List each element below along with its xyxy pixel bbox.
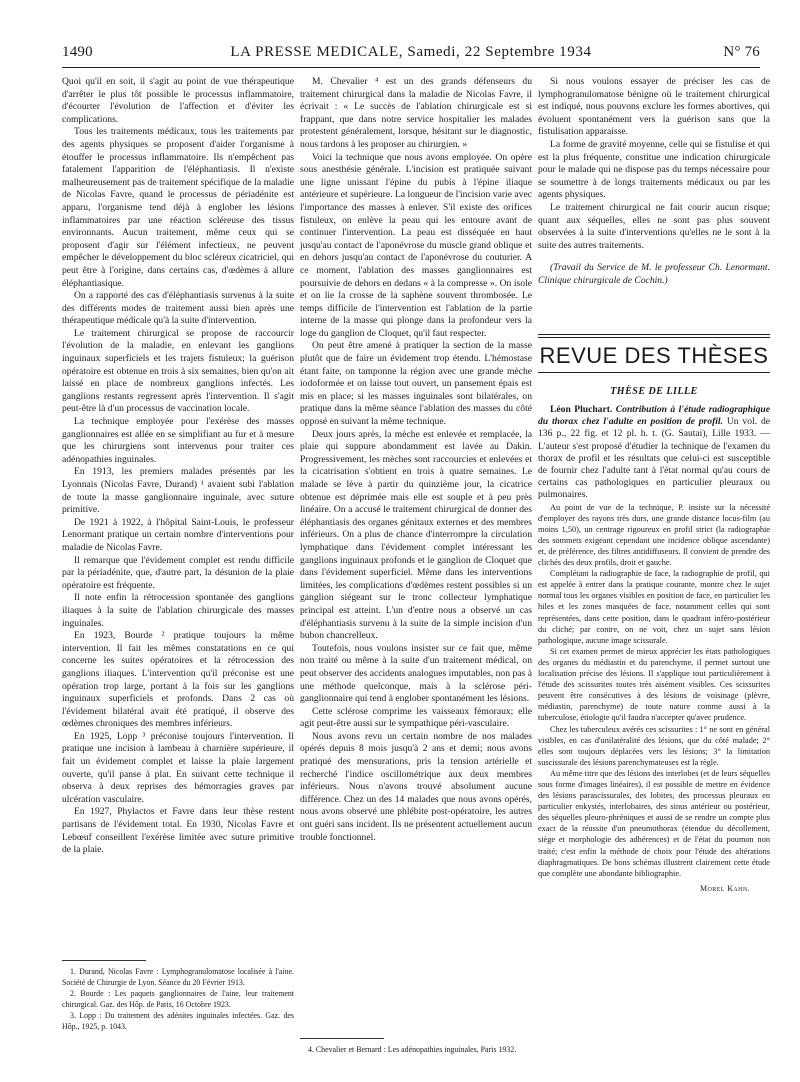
paragraph: Toutefois, nous voulons insister sur ce fait que, même non traité ou même à la suite d'un traitement médical, on peut observer des accidents analogues imputables, non pas à une méthode quelconque, mais à la sclérose péri-ganglionnaire qui tend à englober spontanément les lésions. — [300, 642, 532, 705]
paragraph: En 1923, Bourde ² pratique toujours la même intervention. Il fait les mêmes constatations en ce qui concerne les suites opératoires et la rétrocession des ganglions iliaques. L'intervention qu'il préconise est une opération trop large, portant à la fois sur les ganglions inguinaux superficiels et profonds. Dans 2 cas où l'évidement bilatéral avait été pratiqué, il observe des œdèmes chroniques des membres inférieurs. — [62, 630, 294, 730]
paragraph: Chez les tuberculeux avérés ces scissurites : 1° ne sont en général visibles, en cas d'unilatéralité des lésions, que du côté malade; 2° elles sont toujours déplacées vers les lésions; 3° la limitation suscissurale des lésions parenchymateuses est la règle. — [538, 724, 770, 767]
paragraph: En 1927, Phylactos et Favre dans leur thèse restent partisans de l'évidement total. En 1930, Nicolas Favre et Lebœuf conseillent l'exérèse limitée avec suture primitive de la plaie. — [62, 806, 294, 856]
paragraph: Deux jours après, la mèche est enlevée et remplacée, la plaie qui suppure abondamment est lavée au Dakin. Progressivement, les mèches sont raccourcies et enlevées et la cicatrisation s'obtient en trois à quatre semaines. Le malade se lève à partir du quinzième jour, la cicatrice obtenue est déprimée mais elle est souple et à peu près linéaire. On a accusé le traitement chirurgical de donner des éléphantiasis des organes génitaux externes et des membres inférieurs. On a plus de chance d'interrompre la circulation lymphatique dans l'évidement complet intéressant les ganglions inguinaux profonds et le ganglion de Cloquet que dans l'évidement superficiel. Même dans les interventions limitées, les complications d'œdèmes restent possibles si un ganglion siégeant sur le tronc collecteur lymphatique principal est atteint. L'un d'entre nous a observé un cas d'éléphantiasis survenu à la suite de la simple incision d'un bubon chancrelleux. — [300, 428, 532, 642]
footnote-rule — [62, 960, 146, 961]
paragraph: Complétant la radiographie de face, la radiographie de profil, qui est appelée à entrer dans la pratique courante, montre chez le sujet normal tous les organes visibles en position de face, en particulier les hiles et les zones masquées de face, notamment celles qui sont représentées, dans cette position, dans le quadrant inféro-postérieur du cliché; par contre, on ne voit, chez un sujet sans lésion pathologique, aucune image scissurale. — [538, 569, 770, 645]
paragraph: La technique employée pour l'exérèse des masses ganglionnaires est allée en se simplifiant au fur et à mesure que les chirurgiens sont intervenus pour traiter ces adénopathies inguinales. — [62, 416, 294, 465]
column-3 — [538, 76, 770, 288]
paragraph: En 1913, les premiers malades présentés par les Lyonnais (Nicolas Favre, Durand) ¹ avaient subi l'ablation de toute la masse ganglionnaire inguinale, avec suture primitive. — [62, 466, 294, 516]
column-1 — [62, 76, 294, 857]
paragraph: Voici la technique que nous avons employée. On opère sous anesthésie générale. L'incision est pratiquée suivant une ligne unissant l'épine du pubis à l'épine iliaque antérieure et supérieure. La longueur de l'incision varie avec l'importance des masses à enlever. S'il existe des orifices fistuleux, on enlève la peau qui les entoure avant de continuer l'intervention. La peau est disséquée en haut jusqu'au contact de l'aponévrose du muscle grand oblique et en dehors jusqu'au contact de l'aponévrose du couturier. A ce moment, l'ablation des masses ganglionnaires est poursuivie de dehors en dedans « à la compresse ». On isole et on lie la crosse de la saphène souvent thrombosée. Le temps difficile de l'intervention est l'ablation de la partie interne de la masse qui plonge dans la profondeur vers la loge du ganglion de Cloquet, qu'il faut respecter. — [300, 151, 532, 339]
footnote: 1. Durand, Nicolas Favre : Lymphogranulomatose localisée à l'aine. Société de Chirurgie de Lyon. Séance du 20 Février 1913. — [62, 967, 294, 987]
paragraph: En 1925, Lopp ³ préconise toujours l'intervention. Il pratique une incision à lambeau à charnière supérieure, il fait un évidement complet et laisse la plaie largement ouverte, qu'il panse à plat. En suivant cette technique il observa à deux reprises des hémorragies graves par ulcération vasculaire. — [62, 730, 294, 805]
page-number: 1490 — [62, 44, 93, 60]
paragraph: La forme de gravité moyenne, celle qui se fistulise et qui est la plus fréquente, constitue une indication chirurgicale pour le malade qui ne dispose pas du temps nécessaire pour se soumettre à de longs traitements médicaux ou par les agents physiques. — [538, 138, 770, 201]
thesis-review — [538, 404, 770, 894]
paragraph: Le traitement chirurgical se propose de raccourcir l'évolution de la maladie, en enlevant les ganglions inguinaux superficiels et les trajets fistuleux; la guérison opératoire est obtenue en trois à six semaines, bien qu'on ait laissé en place de nombreux ganglions infectés. Les ganglions restants regressent après l'intervention. Il s'agit peut-être là d'un processus de vaccination locale. — [62, 327, 294, 415]
section-rule-top — [538, 334, 770, 335]
paragraph: Quoi qu'il en soit, il s'agit au point de vue thérapeutique d'arrêter le plus tôt possible le processus inflammatoire, d'écourter l'évolution de l'affection et d'éviter les complications. — [62, 76, 294, 125]
footnote-rule — [300, 1038, 384, 1039]
review-author: Léon Pluchart. — [550, 404, 613, 415]
column-2 — [300, 76, 532, 844]
footnote: 4. Chevalier et Bernard : Les adénopathies inguinales, Paris 1932. — [308, 1045, 517, 1054]
review-title: Contribution à l'étude radiographique du thorax chez l'adulte en position de profil. — [538, 404, 770, 428]
section-title: REVUE DES THÈSES — [539, 343, 769, 368]
paragraph: Au point de vue de la technique, P. insiste sur la nécessité d'employer des rayons très durs, une grande distance locus-film (au moins 1,50), un centrage rigoureux en profil strict (la radiographie des sommets exigeant cependant une incidence oblique ascendante) et, de préférence, des filtres antidiffuseurs. Il convient de prendre des clichés des deux profils, droit et gauche. — [538, 502, 770, 568]
paragraph: Il remarque que l'évidement complet est rendu difficile par la périadénite, que, d'autre part, la désunion de la plaie opératoire est fréquente. — [62, 554, 294, 591]
paragraph: On a rapporté des cas d'éléphantiasis survenus à la suite des différents modes de traitement aussi bien après une thérapeutique médicale qu'à la suite d'intervention. — [62, 290, 294, 327]
section-rule-bottom — [538, 372, 770, 373]
paragraph: Cette sclérose comprime les vaisseaux fémoraux; elle agit peut-être aussi sur le sympathique péri-vasculaire. — [300, 705, 532, 730]
paragraph: De 1921 à 1922, à l'hôpital Saint-Louis, le professeur Lenormant pratique un certain nombre d'interventions pour maladie de Nicolas Favre. — [62, 516, 294, 553]
paragraph: Nous avons revu un certain nombre de nos malades opérés depuis 8 mois jusqu'à 2 ans et demi; nous avons pratiqué des mensurations, pris la tension artérielle et recherché l'indice oscillométrique aux deux membres inférieurs. Nous n'avons trouvé absolument aucune différence. Chez un des 14 malades que nous avons opérés, nous avons observé une phlébite post-opératoire, les autres ont guéri sans incident. Ils ne présentent actuellement aucun trouble fonctionnel. — [300, 730, 532, 843]
review-lead-text: Un vol. de 136 p., 22 fig. et 12 pl. h. t. (G. Sautai), Lille 1933. — L'auteur s'est proposé d'étudier la technique de l'examen du thorax de profil et les résultats que celui-ci est susceptible de fournir chez l'adulte tant à l'état normal qu'au cours de certains cas pathologiques en particulier pleuraux ou pulmonaires. — [538, 416, 770, 501]
footnote: 3. Lopp : Du traitement des adénites inguinales infectées. Gaz. des Hôp., 1925, p. 1043. — [62, 1011, 294, 1031]
paragraph: Tous les traitements médicaux, tous les traitements par des agents physiques se proposent d'aider l'organisme à étouffer le processus inflammatoire. Ils n'empêchent pas fatalement l'apparition de l'éléphantiasis. Il n'existe malheureusement pas de traitement spécifique de la maladie de Nicolas Favre, quand le processus de périadénite est apparu, l'organisme tend déjà à englober les lésions inflammatoires par une réaction scléreuse des tissus environnants. Aucun traitement, même ceux qui se proposent d'agir sur l'élément infectieux, ne peuvent empêcher le développement du bloc scléreux cicatriciel, qui peut être à l'origine, dans certains cas, d'œdèmes à allure éléphantiasique. — [62, 126, 294, 289]
footnote: 2. Bourde : Les paquets ganglionnaires de l'aine, leur traitement chirurgical. Gaz. des Hôp. de Paris, 16 Octobre 1923. — [62, 989, 294, 1009]
page-header — [62, 44, 760, 66]
credit-line: (Travail du Service de M. le professeur Ch. Lenormant. Clinique chirurgicale de Cochin.) — [538, 262, 770, 286]
paragraph: On peut être amené à pratiquer la section de la masse plutôt que de faire un évidement trop étendu. L'hémostase étant faite, on tamponne la région avec une grande mèche iodoformée et on laisse tout ouvert, un pansement épais est mis en place; si les masses inguinales sont bilatérales, on pratique dans la même séance l'ablation des masses du côté opposé en suivant la même technique. — [300, 340, 532, 428]
paragraph: Si nous voulons essayer de préciser les cas de lymphogranulomatose bénigne où le traitement chirurgical est indiqué, nous pouvons exclure les formes abortives, qui évoluent spontanément vers la guérison sans que la fistulisation apparaisse. — [538, 76, 770, 138]
paragraph: Si cet examen permet de mieux apprécier les états pathologiques des organes du médiastin et du parenchyme, il permet surtout une localisation précise des lésions. Il s'applique tout particulièrement à l'étude des scissurites toutes très aisément visibles. Ces scissurites peuvent être consécutives à des lésions de voisinage (plèvre, médiastin, parenchyme) de toute nature comme aussi à la tuberculose, étiologie qu'il faudra n'accepter qu'avec prudence. — [538, 646, 770, 723]
section-rule-top-thin — [538, 337, 770, 338]
paragraph: Le traitement chirurgical ne fait courir aucun risque; quant aux séquelles, elles ne sont pas plus souvent observées à la suite d'interventions qu'elles ne le sont à la suite des autres traitements. — [538, 201, 770, 251]
journal-title: LA PRESSE MEDICALE, Samedi, 22 Septembre 1934 — [230, 44, 592, 60]
paragraph: Il note enfin la rétrocession spontanée des ganglions iliaques à la suite de l'ablation chirurgicale des masses inguinales. — [62, 592, 294, 629]
footnotes-column-2 — [300, 1038, 532, 1057]
signature: Morel Kahn. — [700, 883, 750, 893]
paragraph: M. Chevalier ⁴ est un des grands défenseurs du traitement chirurgical dans la maladie de Nicolas Favre, il écrivait : « Le succès de l'ablation chirurgicale est si frappant, que dans notre service hospitalier les malades protestent généralement, lorsque, hésitant sur le diagnostic, nous tardons à les proposer au chirurgien. » — [300, 76, 532, 150]
header-rule — [62, 67, 760, 68]
issue-number: N° 76 — [723, 44, 760, 60]
paragraph: Au même titre que des lésions des interlobes (et de leurs séquelles sous forme d'images linéaires), il est possible de mettre en évidence des lésions parascissurales, des lobites, des processus pleuraux en particulier enkystés, interlobaires, des sinus antérieur ou postérieur, des séquelles pleuro-phréniques et aussi de se rendre un compte plus exact de la réussite d'un pneumothorax (étendue du décollement, siège et morphologie des adhérences) et de l'état du poumon non traité; c'est enfin la méthode de choix pour l'étude des altérations diaphragmatiques. De bons schémas illustrent clairement cette étude que complète une abondante bibliographie. — [538, 768, 770, 878]
thesis-subheading: THÈSE DE LILLE — [610, 386, 698, 397]
footnotes-column-1 — [62, 960, 294, 1034]
review-lead — [538, 404, 770, 502]
